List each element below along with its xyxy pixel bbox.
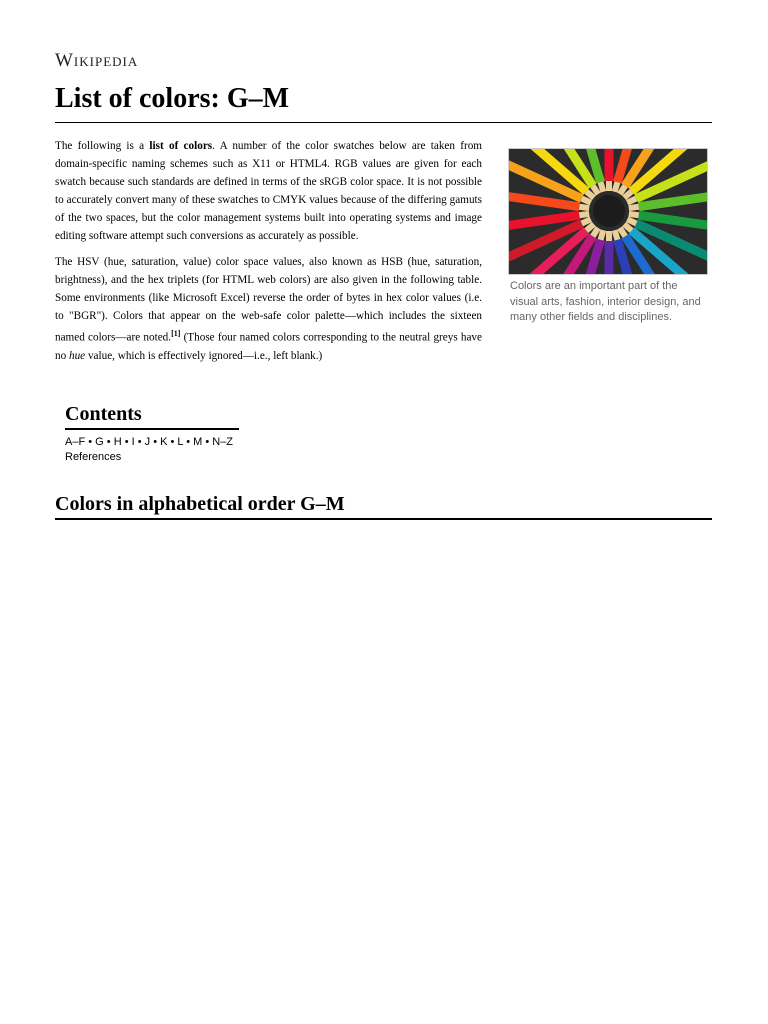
colored-pencils-figure <box>508 148 708 326</box>
pencil-tip <box>579 214 589 215</box>
wikipedia-wordmark[interactable]: Wikipedia <box>55 50 139 71</box>
toc-link-references[interactable]: References <box>65 451 122 463</box>
pencil-tip <box>601 182 604 192</box>
toc-link-j[interactable]: J <box>144 436 151 448</box>
toc-separator: • <box>183 436 194 448</box>
toc-link-i[interactable]: I <box>131 436 135 448</box>
toc-letter-row <box>65 435 239 450</box>
toc-link-a-f[interactable]: A–F <box>65 436 86 448</box>
toc-link-m[interactable]: M <box>193 436 203 448</box>
colored-pencils-image[interactable] <box>508 148 708 275</box>
toc-separator: • <box>134 436 145 448</box>
toc-separator: • <box>202 436 213 448</box>
toc-separator: • <box>103 436 114 448</box>
intro-paragraph-1: The following is a list of colors. A number of the color swatches below are taken from domain-specific naming schemes such as X11 or HTML4. RGB values are given for each swatch because such standards are defined in terms of the sRGB color space. It is not possible to accurately convert many of these swatches to CMYK values because of the differing gamuts of the two spaces, but the color management systems built into operating systems and image editing software attempt such conversions as accurately as possible. <box>55 140 482 242</box>
pencil-tip <box>582 199 591 203</box>
pencil-tip <box>629 207 639 208</box>
pencil-tip <box>629 214 639 215</box>
pencil-tip <box>582 219 591 223</box>
intro-text <box>55 137 482 373</box>
toc-link-n-z[interactable]: N–Z <box>212 436 234 448</box>
section-heading: Colors in alphabetical order G–M <box>55 490 712 520</box>
pencil-tip <box>615 230 618 240</box>
table-of-contents <box>65 400 239 465</box>
pencil-tip <box>579 207 589 208</box>
toc-separator: • <box>121 436 132 448</box>
toc-link-l[interactable]: L <box>177 436 184 448</box>
toc-link-k[interactable]: K <box>160 436 168 448</box>
pencil-tip <box>601 230 604 240</box>
toc-title: Contents <box>65 400 239 430</box>
toc-links <box>65 435 239 465</box>
bold-term: list of colors <box>149 140 213 152</box>
toc-link-g[interactable]: G <box>95 436 104 448</box>
pencil-tip <box>627 219 636 223</box>
page-title: List of colors: G–M <box>55 80 712 123</box>
toc-separator: • <box>167 436 178 448</box>
toc-separator: • <box>150 436 161 448</box>
figure-caption: Colors are an important part of the visual arts, fashion, interior design, and many other fields and disciplines. <box>510 280 701 323</box>
pencil-tip <box>627 199 636 203</box>
pencil-tip <box>615 182 618 192</box>
reference-link[interactable]: [1] <box>171 329 181 338</box>
intro-paragraph-2: The HSV (hue, saturation, value) color space values, also known as HSB (hue, saturation, brightness), and the hex triplets (for HTML web colors) are also given in the following table. Some environments (like Microsoft Excel) reverse the order of bytes in hex color values (i.e. to "BGR"). Colors that appear on the web-safe color palette—which includes the sixteen named colors—are noted.[1] (Those four named colors corresponding to the neutral greys have no hue value, which is effectively ignored—i.e., left blank.) <box>55 256 482 362</box>
toc-separator: • <box>85 436 96 448</box>
toc-link-h[interactable]: H <box>113 436 122 448</box>
